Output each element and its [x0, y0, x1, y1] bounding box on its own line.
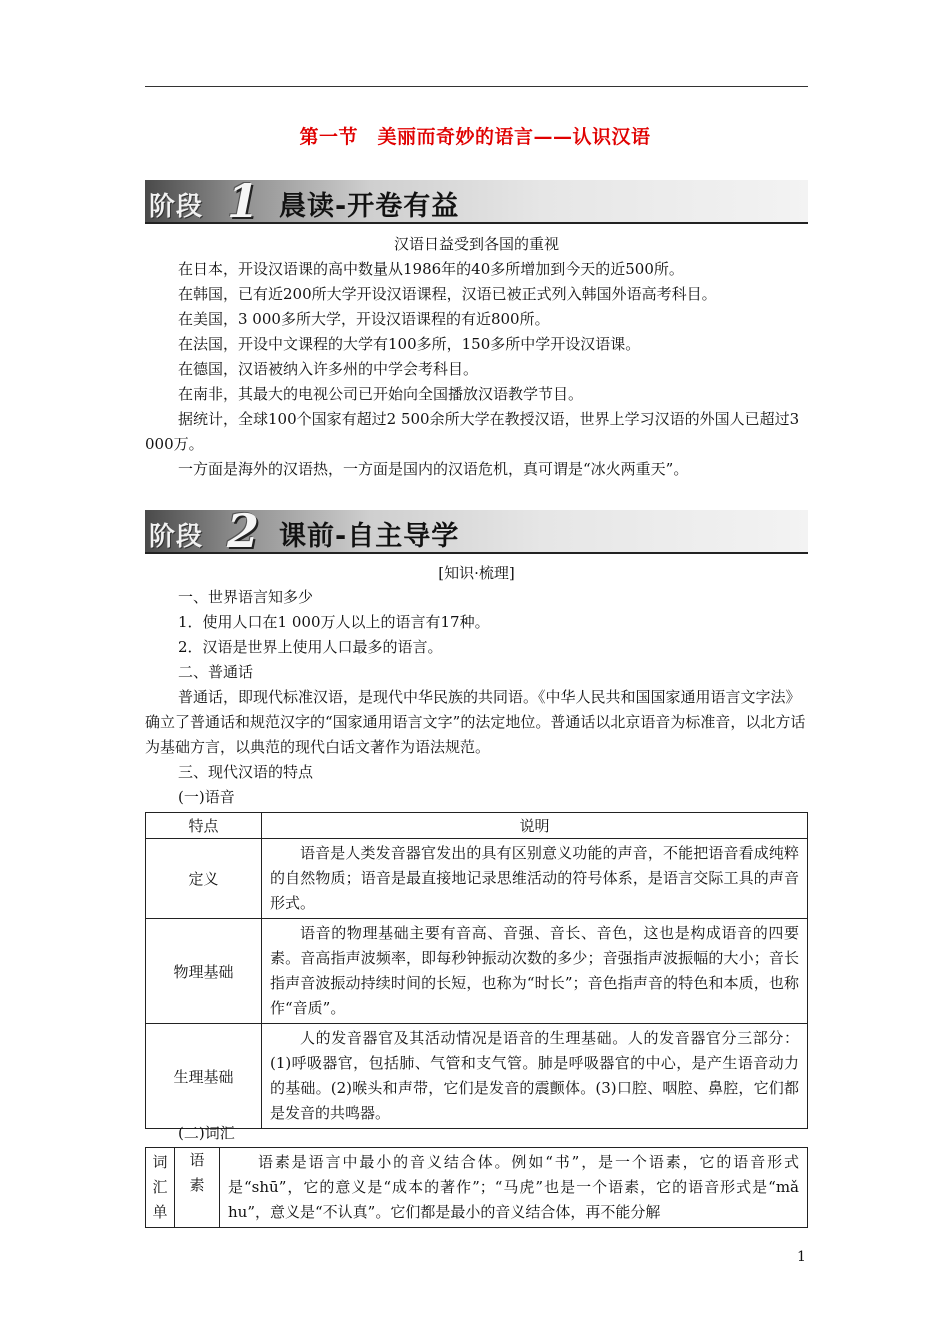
knowledge-line: (一)语音	[178, 788, 235, 806]
feature-cell: 生理基础	[146, 1024, 262, 1129]
knowledge-line: 1．使用人口在1 000万人以上的语言有17种。	[178, 613, 490, 631]
table-header-desc: 说明	[262, 813, 808, 839]
reading-paragraph: 在法国，开设中文课程的大学有100多所，150多所中学开设汉语课。	[178, 335, 641, 353]
stage1-name: 晨读-开卷有益	[279, 191, 460, 222]
stage1-label: 阶段	[149, 192, 204, 222]
stage1-number: 1	[227, 174, 260, 228]
reading-paragraph: 在南非，其最大的电视公司已开始向全国播放汉语教学节目。	[178, 385, 584, 403]
table-header-feature: 特点	[146, 813, 262, 839]
stage2-name: 课前-自主导学	[279, 521, 460, 552]
desc-cell: 人的发音器官及其活动情况是语音的生理基础。人的发音器官分三部分：(1)呼吸器官，包括肺、气管和支气管。肺是呼吸器官的中心，是产生语音动力的基础。(2)喉头和声带，它们是发音的震颤体。(3)口腔、咽腔、鼻腔，它们都是发音的共鸣器。	[262, 1024, 808, 1129]
table-row	[146, 1024, 808, 1129]
reading-paragraph: 据统计，全球100个国家有超过2 500余所大学在教授汉语，世界上学习汉语的外国人已超过3 000万。	[145, 410, 800, 453]
reading-paragraph: 在日本，开设汉语课的高中数量从1986年的40多所增加到今天的近500所。	[178, 260, 684, 278]
reading-paragraph: 在韩国，已有近200所大学开设汉语课程，汉语已被正式列入韩国外语高考科目。	[178, 285, 717, 303]
desc-cell: 语音是人类发音器官发出的具有区别意义功能的声音，不能把语音看成纯粹的自然物质；语音是最直接地记录思维活动的符号体系，是语言交际工具的声音形式。	[262, 839, 808, 919]
vocab-heading: (二)词汇	[178, 1124, 235, 1142]
knowledge-line: 2．汉语是世界上使用人口最多的语言。	[178, 638, 443, 656]
feature-cell: 物理基础	[146, 919, 262, 1024]
vocab-desc-cell: 语素是语言中最小的音义结合体。例如“书”，是一个语素，它的语音形式是“shū”，它的意义是“成本的著作”；“马虎”也是一个语素，它的语音形式是“mǎ hu”，意义是“不认真”。它们都是最小的音义结合体，再不能分解	[220, 1148, 808, 1228]
stage1-banner	[145, 174, 808, 228]
table-row	[146, 839, 808, 919]
vocab-category-cell	[146, 1148, 175, 1228]
vocab-category: 词汇单	[152, 1153, 168, 1221]
knowledge-body	[145, 585, 808, 810]
vocab-term: 语素	[189, 1151, 205, 1194]
knowledge-line: 三、现代汉语的特点	[178, 763, 314, 781]
stage2-label: 阶段	[149, 522, 204, 552]
vocab-term-cell	[175, 1148, 220, 1228]
vocab-table	[145, 1147, 808, 1228]
reading-paragraph: 在美国，3 000多所大学，开设汉语课程的有近800所。	[178, 310, 550, 328]
page-number: 1	[797, 1249, 806, 1265]
feature-cell: 定义	[146, 839, 262, 919]
table-row	[146, 1148, 808, 1228]
reading-paragraph: 一方面是海外的汉语热，一方面是国内的汉语危机，真可谓是“冰火两重天”。	[178, 460, 689, 478]
phonetics-table	[145, 812, 808, 1129]
stage2-number: 2	[227, 504, 260, 558]
knowledge-line: 普通话，即现代标准汉语，是现代中华民族的共同语。《中华人民共和国国家通用语言文字法》确立了普通话和规范汉字的“国家通用语言文字”的法定地位。普通话以北京语音为标准音，以北方话为基础方言，以典范的现代白话文著作为语法规范。	[145, 688, 806, 756]
header-rule	[145, 86, 808, 87]
reading-heading: 汉语日益受到各国的重视	[393, 235, 559, 253]
table-row	[146, 919, 808, 1024]
section-title: 第一节 美丽而奇妙的语言——认识汉语	[299, 126, 651, 148]
desc-cell: 语音的物理基础主要有音高、音强、音长、音色，这也是构成语音的四要素。音高指声波频率，即每秒钟振动次数的多少；音强指声波振幅的大小；音长指声音波振动持续时间的长短，也称为“时长”；音色指声音的特色和本质，也称作“音质”。	[262, 919, 808, 1024]
knowledge-line: 二、普通话	[178, 663, 254, 681]
stage2-banner	[145, 504, 808, 558]
knowledge-heading: [知识·梳理]	[438, 564, 515, 582]
reading-paragraph: 在德国，汉语被纳入许多州的中学会考科目。	[178, 360, 479, 378]
reading-body	[145, 257, 808, 482]
vocab-heading-wrap	[145, 1121, 808, 1146]
knowledge-line: 一、世界语言知多少	[178, 588, 314, 606]
